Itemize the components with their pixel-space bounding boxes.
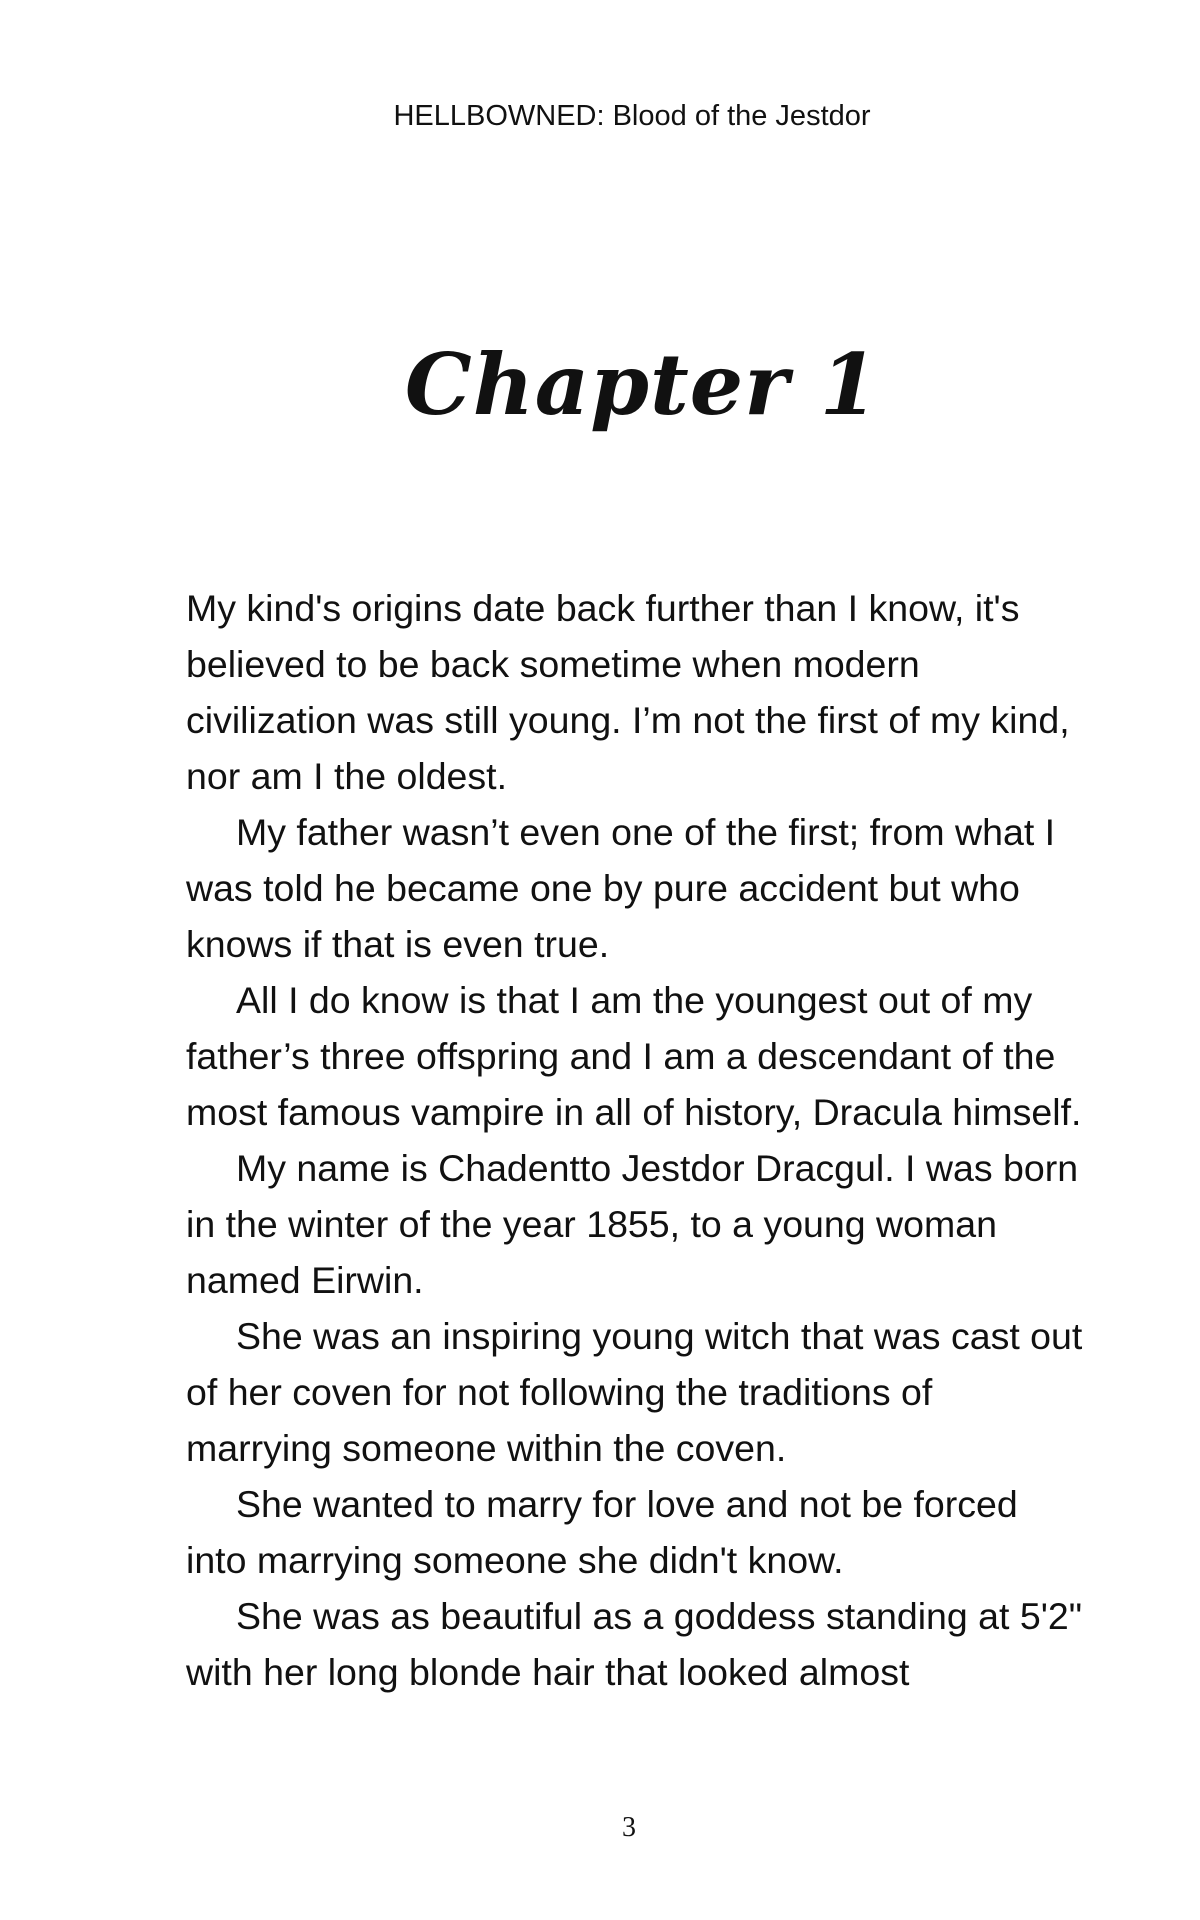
page-number: 3: [622, 1812, 636, 1843]
paragraph: She wanted to marry for love and not be forced into marrying someone she didn't know.: [186, 1483, 1018, 1581]
chapter-body: [186, 580, 1086, 1700]
paragraph: My kind's origins date back further than I know, it's believed to be back sometime when modern civilization was still young. I’m not the first of my kind, nor am I the oldest.: [186, 587, 1070, 797]
running-header: HELLBOWNED: Blood of the Jestdor: [393, 100, 871, 132]
paragraph: All I do know is that I am the youngest out of my father’s three offspring and I am a descendant of the most famous vampire in all of history, Dracula himself.: [186, 979, 1082, 1133]
chapter-title: Chapter 1: [404, 335, 880, 434]
paragraph: She was an inspiring young witch that was cast out of her coven for not following the traditions of marrying someone within the coven.: [186, 1315, 1083, 1469]
paragraph: My father wasn’t even one of the first; from what I was told he became one by pure accident but who knows if that is even true.: [186, 811, 1056, 965]
paragraph: She was as beautiful as a goddess standing at 5'2" with her long blonde hair that looked almost: [186, 1595, 1083, 1693]
paragraph: My name is Chadentto Jestdor Dracgul. I was born in the winter of the year 1855, to a young woman named Eirwin.: [186, 1147, 1079, 1301]
